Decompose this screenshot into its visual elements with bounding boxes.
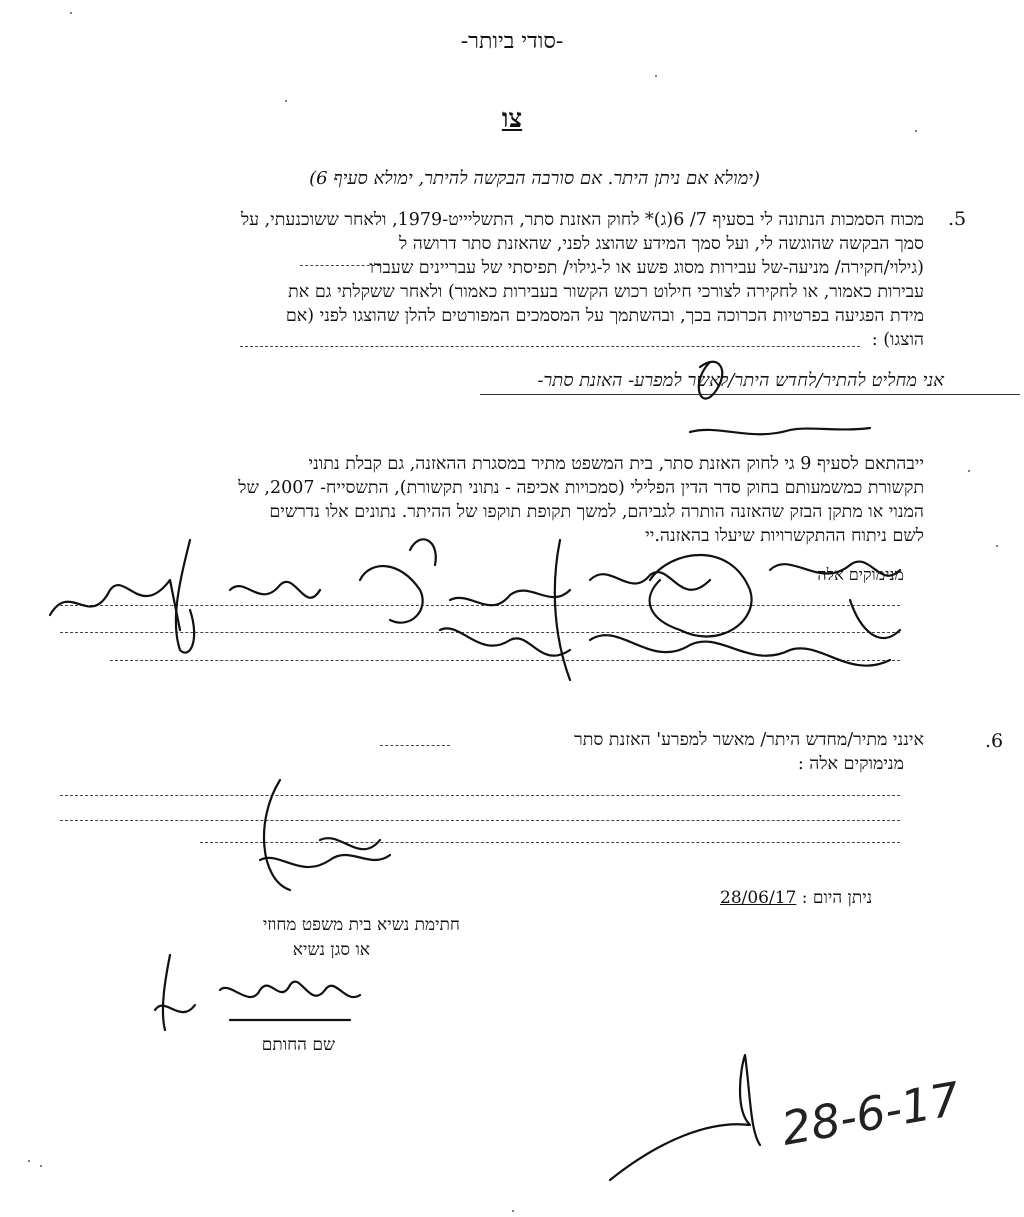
data-line: תקשורת כמשמעותם בחוק סדר הדין הפלילי (סמכויות אכיפה - נתוני תקשורת), התשסייח- 2007, של: [238, 478, 924, 498]
date-given-value: 28/06/17: [720, 888, 797, 908]
section-6-number: .6: [985, 730, 1004, 752]
data-line: המנוי או מתקן הבזק שהאזנה הותרה לגביהם, למשך תקופת תוקפו של ההיתר. נתונים אלו נדרשים: [269, 502, 924, 522]
section-5-line: הוצגו) :: [871, 330, 924, 350]
handwritten-date: [600, 1050, 1000, 1190]
document-title: צו: [501, 104, 523, 134]
section-5-line: מידת הפגיעה בפרטיות הכרוכה בכך, ובהשתמך על המסמכים המפורטים להלן שהוצגו לפני (אם: [285, 306, 924, 326]
deputy-label: או סגן נשיא: [292, 940, 370, 960]
blank-line: [240, 346, 860, 347]
stamp-text: [240, 885, 465, 901]
signer-name-label: שם החותם: [261, 1035, 335, 1055]
section-6-line-2: מנימוקים אלה :: [797, 754, 904, 774]
section-5-number: .5: [948, 208, 967, 230]
section-5-line: עבירות כאמור, או לחקירה לצורכי חילוט רכוש הקשור בעבירות כאמור) ולאחר ששקלתי גם את: [288, 282, 924, 302]
section-5-line: מכוח הסמכות הנתונה לי בסעיף 7/ 6(ג)* לחוק האזנת סתר, התשליייט-1979, ולאחר ששוכנעתי, על: [240, 210, 924, 230]
handwritten-reasons: [30, 520, 910, 710]
date-given: [720, 888, 872, 908]
section-5-line: סמך הבקשה שהוגשה לי, ועל סמך המידע שהוצג לפני, שהאזנת סתר דרושה ל: [399, 234, 924, 254]
blank-line: [300, 265, 380, 266]
section-5-paragraph: [94, 208, 924, 352]
section-5-decision: אני מחליט להתיר/לחדש היתר/לאשר למפרע- האזנת סתר-: [537, 370, 944, 391]
reasons-label: מנימוקים אלה: [817, 565, 904, 584]
data-line: לשם ניתוח ההתקשרויות שיעלו בהאזנה.יי: [645, 526, 924, 546]
handwritten-date-text: 28-6-17: [777, 1071, 964, 1156]
classification-header: -סודי ביותר-: [460, 29, 564, 54]
signer-signature: [140, 950, 380, 1040]
section-5-line: (גילוי/חקירה/ מניעה-של עבירות מסוג פשע או ל-גילוי/ תפיסתי של עבריינים שעברו: [369, 258, 924, 278]
handwritten-strike-mark: [660, 352, 920, 452]
section-6-line-1: אינני מתיר/מחדש היתר/ מאשר למפרע' האזנת סתר: [574, 730, 924, 750]
judge-stamp-label: חתימת נשיא בית משפט מחוזי: [262, 915, 460, 935]
data-line: ייבהתאם לסעיף 9 גי לחוק האזנת סתר, בית המשפט מתיר במסגרת ההאזנה, גם קבלת נתוני: [308, 454, 924, 474]
fill-instruction: (ימולא אם ניתן היתר. אם סורבה הבקשה להיתר, ימולא סעיף 6): [309, 168, 760, 189]
date-given-label: ניתן היום :: [801, 888, 873, 908]
blank-line: [380, 745, 450, 746]
